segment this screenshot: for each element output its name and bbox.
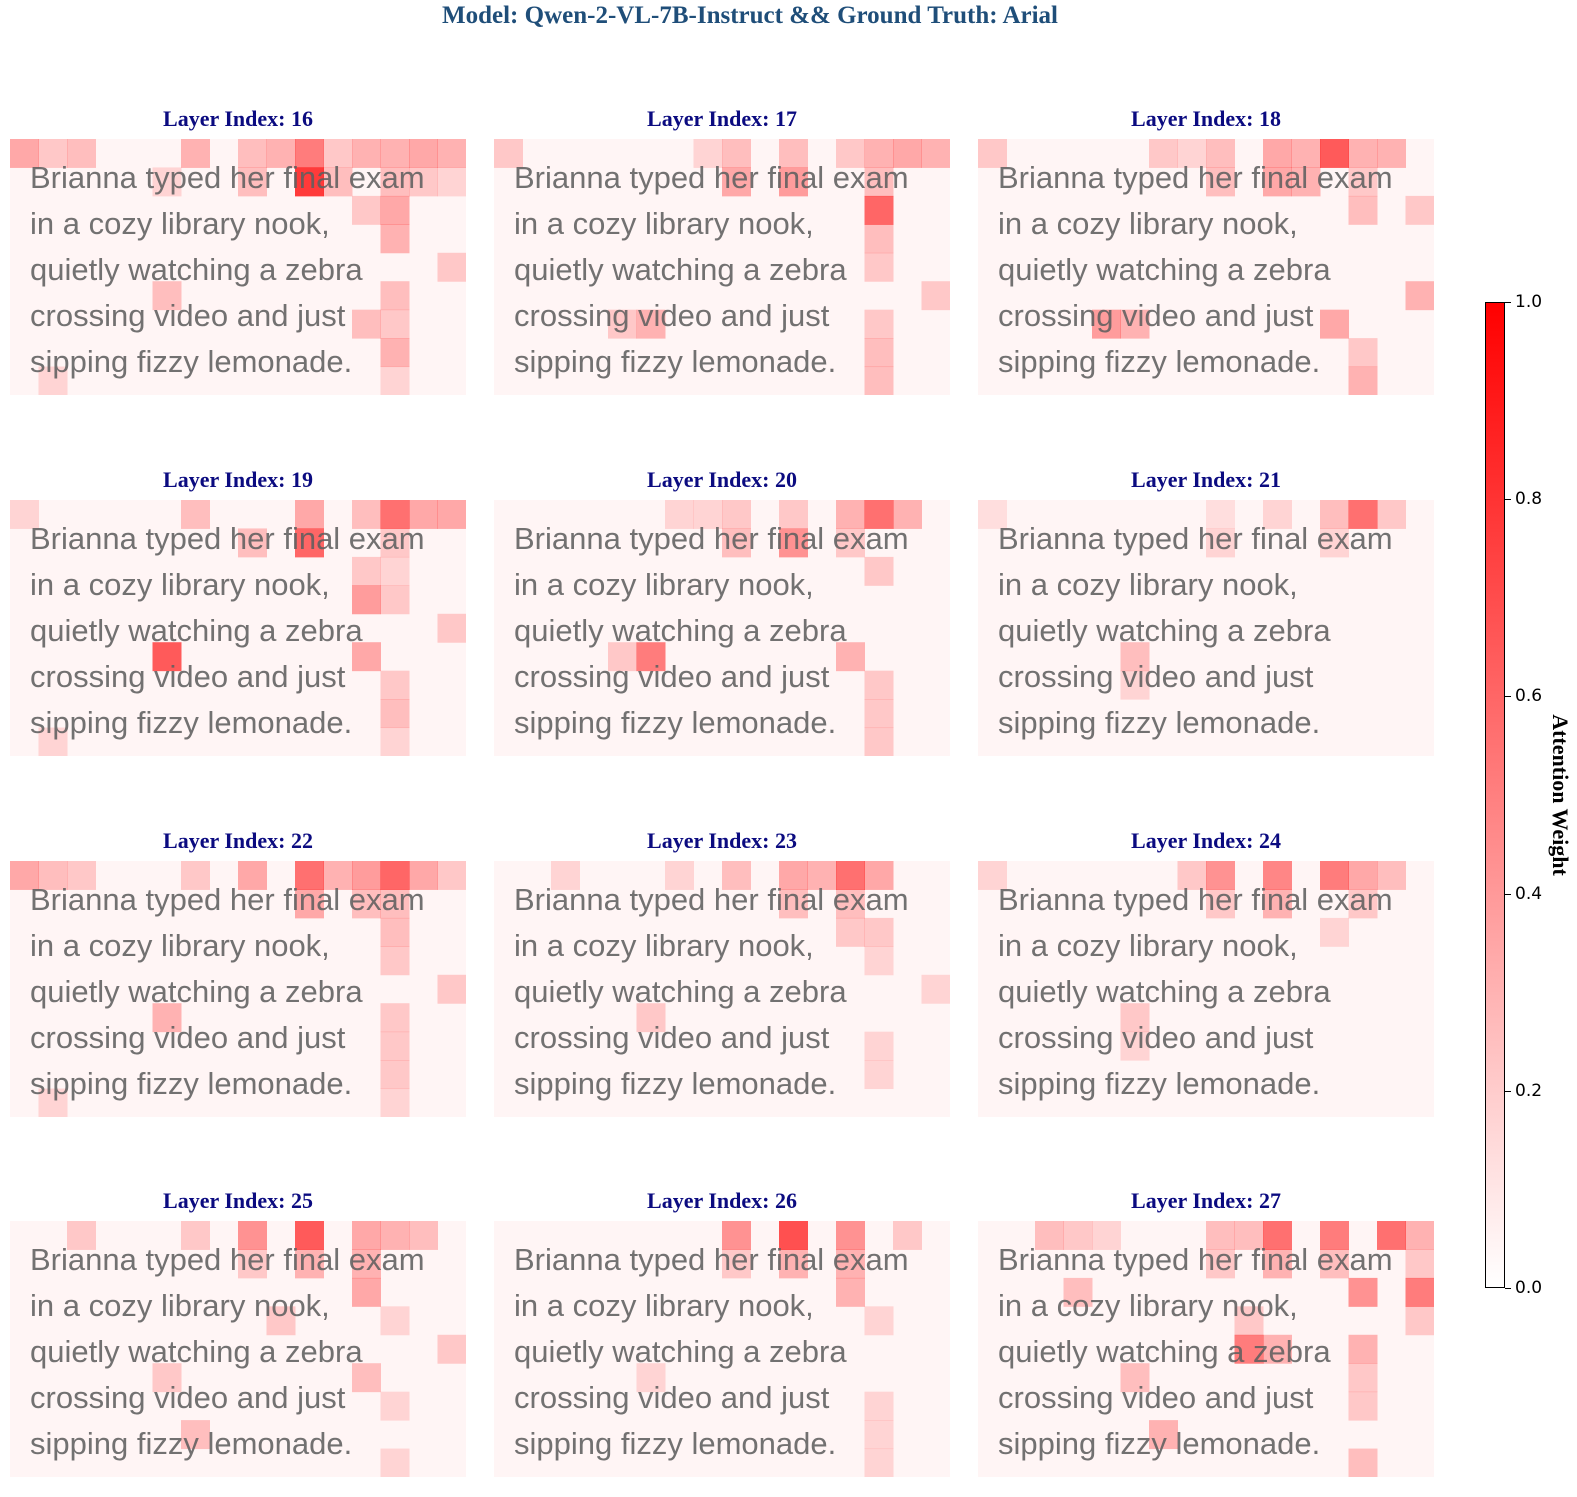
text-line: quietly watching a zebra bbox=[514, 974, 847, 1009]
text-line: in a cozy library nook, bbox=[514, 206, 814, 241]
panel-title: Layer Index: 17 bbox=[647, 106, 797, 131]
heatmap-panel bbox=[978, 467, 1434, 757]
text-line: quietly watching a zebra bbox=[998, 974, 1331, 1009]
rendered-text bbox=[30, 500, 425, 746]
rendered-text bbox=[998, 1221, 1393, 1467]
text-line: sipping fizzy lemonade. bbox=[30, 705, 353, 740]
heatmap-panel bbox=[494, 1188, 950, 1478]
text-line: Brianna typed her final exam bbox=[514, 1242, 909, 1277]
rendered-text bbox=[998, 500, 1393, 746]
text-line: crossing video and just bbox=[998, 298, 1314, 333]
heatmap-cell bbox=[1406, 1306, 1435, 1335]
colorbar bbox=[1485, 302, 1505, 1288]
heatmap-panel bbox=[10, 106, 466, 396]
text-line: in a cozy library nook, bbox=[30, 928, 330, 963]
text-line: in a cozy library nook, bbox=[998, 567, 1298, 602]
heatmap-panel bbox=[494, 828, 950, 1118]
text-line: crossing video and just bbox=[998, 1020, 1314, 1055]
text-line: in a cozy library nook, bbox=[30, 1288, 330, 1323]
text-line: crossing video and just bbox=[30, 298, 346, 333]
text-line: crossing video and just bbox=[30, 659, 346, 694]
panel-title: Layer Index: 20 bbox=[647, 467, 797, 492]
colorbar-tick bbox=[1505, 1091, 1511, 1092]
text-line: quietly watching a zebra bbox=[30, 1334, 363, 1369]
text-line: in a cozy library nook, bbox=[514, 1288, 814, 1323]
text-line: quietly watching a zebra bbox=[514, 252, 847, 287]
text-line: crossing video and just bbox=[30, 1020, 346, 1055]
text-line: in a cozy library nook, bbox=[998, 928, 1298, 963]
panel-title: Layer Index: 23 bbox=[647, 828, 797, 853]
text-line: in a cozy library nook, bbox=[998, 206, 1298, 241]
heatmap-cell bbox=[438, 167, 467, 196]
heatmap-panel bbox=[10, 828, 466, 1118]
colorbar-label: Attention Weight bbox=[1548, 714, 1573, 876]
panel-title: Layer Index: 18 bbox=[1131, 106, 1281, 131]
text-line: sipping fizzy lemonade. bbox=[998, 1066, 1321, 1101]
text-line: Brianna typed her final exam bbox=[30, 521, 425, 556]
text-line: crossing video and just bbox=[998, 1380, 1314, 1415]
heatmap-cell bbox=[438, 253, 467, 282]
colorbar-tick-label: 0.2 bbox=[1515, 1080, 1543, 1101]
heatmap-cell bbox=[438, 1335, 467, 1364]
text-line: quietly watching a zebra bbox=[998, 613, 1331, 648]
text-line: in a cozy library nook, bbox=[30, 206, 330, 241]
heatmap-panel bbox=[978, 106, 1434, 396]
text-line: in a cozy library nook, bbox=[998, 1288, 1298, 1323]
rendered-text bbox=[998, 861, 1393, 1107]
heatmap-panel bbox=[978, 828, 1434, 1118]
rendered-text bbox=[514, 139, 909, 385]
heatmap-cell bbox=[438, 975, 467, 1004]
text-line: Brianna typed her final exam bbox=[30, 1242, 425, 1277]
text-line: crossing video and just bbox=[514, 1020, 830, 1055]
colorbar-tick-label: 0.4 bbox=[1515, 883, 1543, 904]
heatmap-cell bbox=[1406, 196, 1435, 225]
text-line: sipping fizzy lemonade. bbox=[30, 1426, 353, 1461]
colorbar-tick bbox=[1505, 1288, 1511, 1289]
text-line: quietly watching a zebra bbox=[514, 613, 847, 648]
heatmap-panel bbox=[978, 1188, 1434, 1478]
text-line: sipping fizzy lemonade. bbox=[514, 705, 837, 740]
panel-title: Layer Index: 21 bbox=[1131, 467, 1281, 492]
text-line: Brianna typed her final exam bbox=[514, 882, 909, 917]
heatmap-cell bbox=[922, 281, 951, 310]
panel-title: Layer Index: 22 bbox=[163, 828, 313, 853]
colorbar-tick-label: 0.0 bbox=[1515, 1278, 1543, 1298]
text-line: sipping fizzy lemonade. bbox=[30, 344, 353, 379]
heatmap-cell bbox=[438, 139, 467, 168]
text-line: quietly watching a zebra bbox=[30, 252, 363, 287]
text-line: quietly watching a zebra bbox=[998, 252, 1331, 287]
heatmap-panel bbox=[10, 467, 466, 757]
text-line: in a cozy library nook, bbox=[514, 567, 814, 602]
text-line: Brianna typed her final exam bbox=[30, 160, 425, 195]
rendered-text bbox=[514, 861, 909, 1107]
colorbar-tick bbox=[1505, 302, 1511, 303]
colorbar-tick bbox=[1505, 894, 1511, 895]
text-line: crossing video and just bbox=[514, 298, 830, 333]
colorbar-tick-label: 1.0 bbox=[1515, 292, 1543, 312]
text-line: in a cozy library nook, bbox=[514, 928, 814, 963]
text-line: in a cozy library nook, bbox=[30, 567, 330, 602]
text-line: Brianna typed her final exam bbox=[998, 882, 1393, 917]
rendered-text bbox=[998, 139, 1393, 385]
rendered-text bbox=[30, 1221, 425, 1467]
text-line: sipping fizzy lemonade. bbox=[30, 1066, 353, 1101]
text-line: Brianna typed her final exam bbox=[30, 882, 425, 917]
panel-title: Layer Index: 24 bbox=[1131, 828, 1281, 853]
text-line: sipping fizzy lemonade. bbox=[514, 1066, 837, 1101]
panel-title: Layer Index: 25 bbox=[163, 1188, 313, 1213]
text-line: Brianna typed her final exam bbox=[514, 160, 909, 195]
colorbar-tick-label: 0.8 bbox=[1515, 489, 1543, 510]
text-line: quietly watching a zebra bbox=[30, 974, 363, 1009]
colorbar-tick bbox=[1505, 696, 1511, 697]
panel-title: Layer Index: 26 bbox=[647, 1188, 797, 1213]
text-line: quietly watching a zebra bbox=[514, 1334, 847, 1369]
heatmap-cell bbox=[1406, 281, 1435, 310]
text-line: sipping fizzy lemonade. bbox=[998, 705, 1321, 740]
rendered-text bbox=[514, 1221, 909, 1467]
heatmap-panel bbox=[494, 467, 950, 757]
text-line: Brianna typed her final exam bbox=[998, 1242, 1393, 1277]
heatmap-panel bbox=[494, 106, 950, 396]
heatmap-cell bbox=[438, 614, 467, 643]
rendered-text bbox=[30, 139, 425, 385]
text-line: crossing video and just bbox=[514, 1380, 830, 1415]
heatmap-cell bbox=[438, 861, 467, 890]
heatmap-cell bbox=[438, 500, 467, 529]
heatmap-cell bbox=[1406, 1278, 1435, 1307]
text-line: sipping fizzy lemonade. bbox=[998, 344, 1321, 379]
text-line: sipping fizzy lemonade. bbox=[514, 344, 837, 379]
panel-title: Layer Index: 27 bbox=[1131, 1188, 1281, 1213]
heatmap-panel bbox=[10, 1188, 466, 1478]
text-line: crossing video and just bbox=[514, 659, 830, 694]
text-line: quietly watching a zebra bbox=[30, 613, 363, 648]
text-line: quietly watching a zebra bbox=[998, 1334, 1331, 1369]
figure-title: Model: Qwen-2-VL-7B-Instruct && Ground Truth: Arial bbox=[442, 2, 1058, 29]
heatmap-cell bbox=[922, 139, 951, 168]
panel-title: Layer Index: 16 bbox=[163, 106, 313, 131]
text-line: Brianna typed her final exam bbox=[514, 521, 909, 556]
heatmap-cell bbox=[922, 975, 951, 1004]
heatmap-cell bbox=[1406, 1221, 1435, 1250]
panel-title: Layer Index: 19 bbox=[163, 467, 313, 492]
rendered-text bbox=[514, 500, 909, 746]
colorbar-tick-label: 0.6 bbox=[1515, 686, 1543, 707]
text-line: Brianna typed her final exam bbox=[998, 521, 1393, 556]
heatmap-cell bbox=[1406, 1249, 1435, 1278]
text-line: Brianna typed her final exam bbox=[998, 160, 1393, 195]
text-line: crossing video and just bbox=[998, 659, 1314, 694]
colorbar-tick bbox=[1505, 499, 1511, 500]
text-line: sipping fizzy lemonade. bbox=[998, 1426, 1321, 1461]
rendered-text bbox=[30, 861, 425, 1107]
text-line: sipping fizzy lemonade. bbox=[514, 1426, 837, 1461]
text-line: crossing video and just bbox=[30, 1380, 346, 1415]
